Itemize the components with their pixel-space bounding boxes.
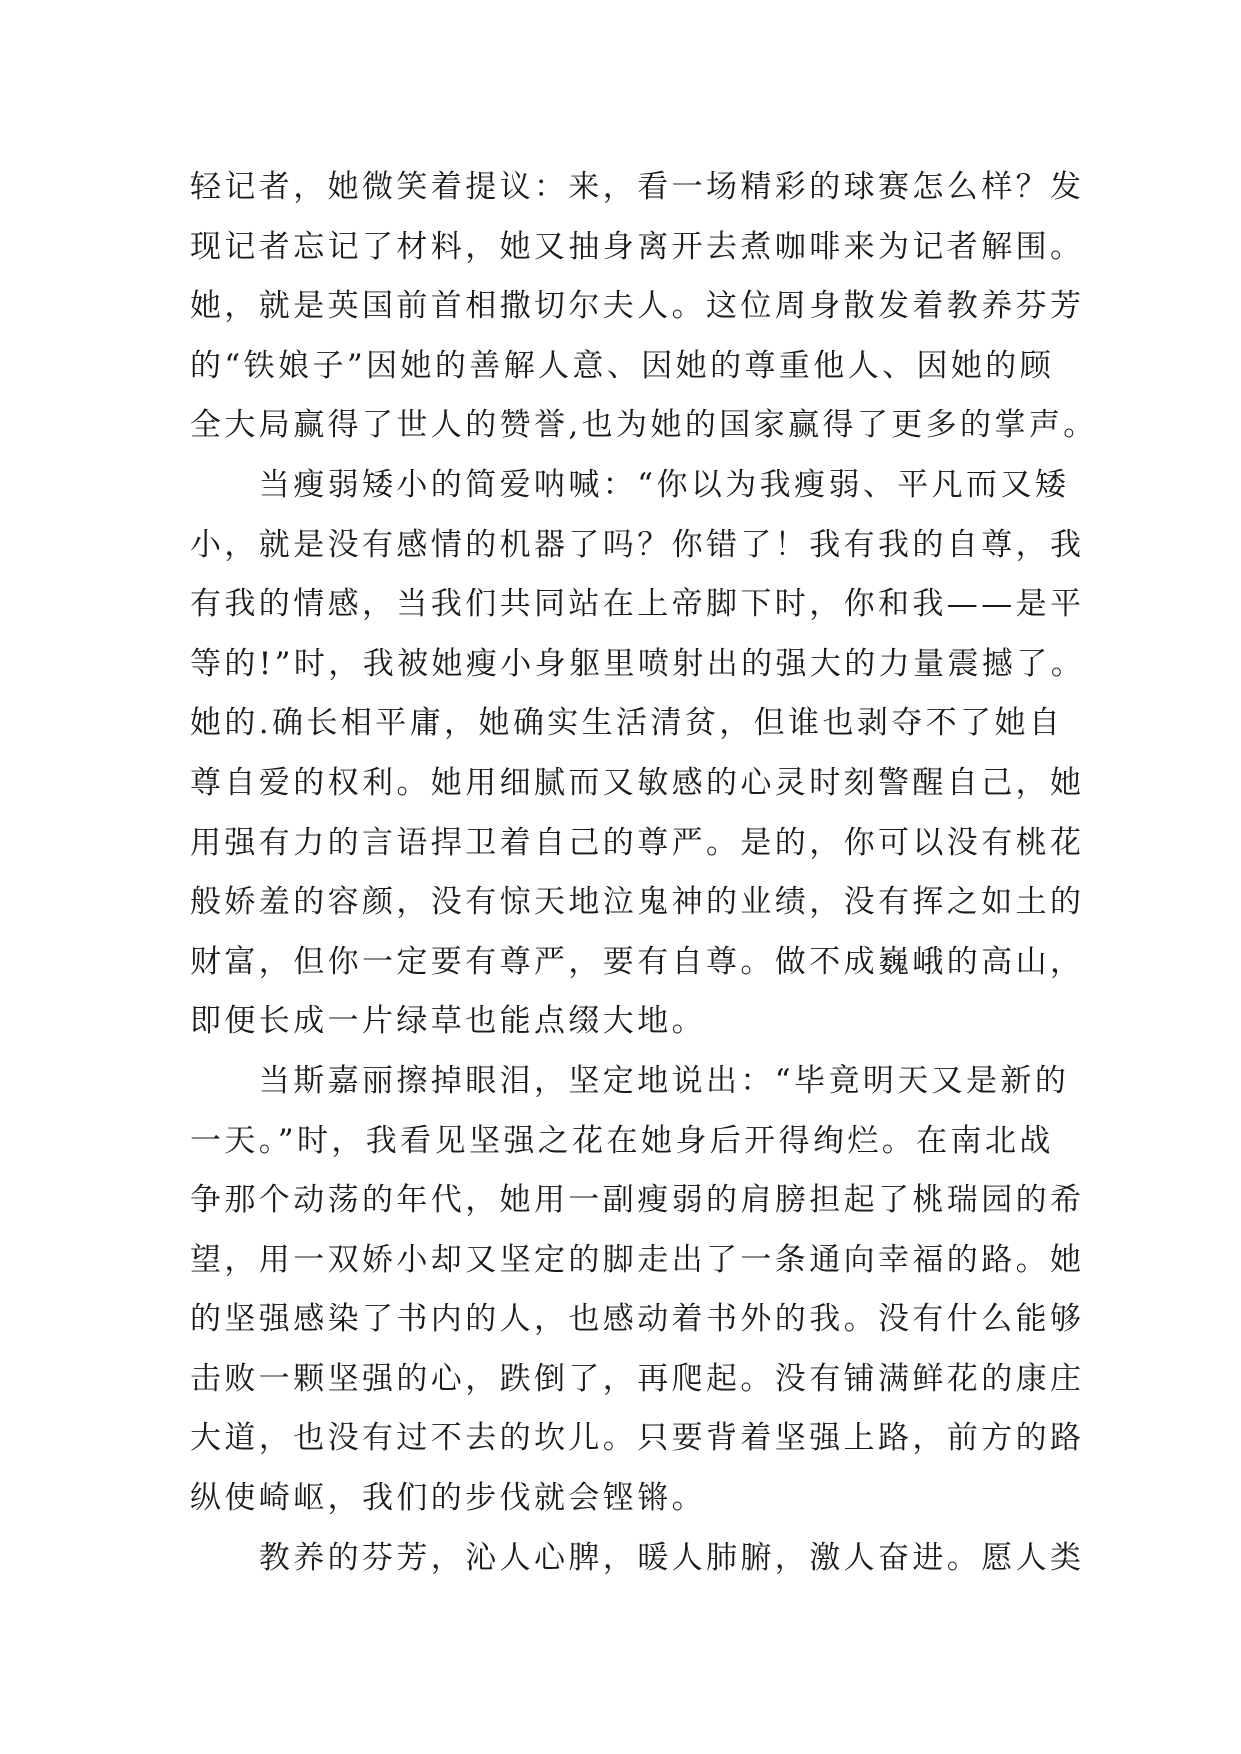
text-line: 全大局赢得了世人的赞誉,也为她的国家赢得了更多的掌声。 <box>190 407 1098 444</box>
text-line: 当斯嘉丽擦掉眼泪，坚定地说出：“毕竟明天又是新的 <box>190 1062 1070 1099</box>
text-line: 争那个动荡的年代，她用一副瘦弱的肩膀担起了桃瑞园的希 <box>190 1182 1085 1219</box>
text-line: 击败一颗坚强的心，跌倒了，再爬起。没有铺满鲜花的康庄 <box>190 1360 1085 1397</box>
text-line: 等的!”时，我被她瘦小身躯里喷射出的强大的力量震撼了。 <box>190 645 1086 682</box>
text-line: 财富，但你一定要有尊严，要有自尊。做不成巍峨的高山， <box>190 943 1085 980</box>
text-line: 轻记者，她微笑着提议：来，看一场精彩的球赛怎么样？发 <box>190 169 1085 205</box>
text-line: 一天。”时，我看见坚强之花在她身后开得绚烂。在南北战 <box>190 1122 1054 1159</box>
text-line: 她，就是英国前首相撒切尔夫人。这位周身散发着教养芬芳 <box>190 288 1085 325</box>
body-text <box>190 158 1098 1588</box>
text-line: 的坚强感染了书内的人，也感动着书外的我。没有什么能够 <box>190 1301 1085 1338</box>
text-line: 般娇羞的容颜，没有惊天地泣鬼神的业绩，没有挥之如土的 <box>190 884 1085 921</box>
text-line: 望，用一双娇小却又坚定的脚走出了一条通向幸福的路。她 <box>190 1241 1085 1278</box>
text-line: 小，就是没有感情的机器了吗？你错了！我有我的自尊，我 <box>190 526 1085 563</box>
text-line: 当瘦弱矮小的简爱呐喊：“你以为我瘦弱、平凡而又矮 <box>190 466 1070 503</box>
text-line: 的“铁娘子”因她的善解人意、因她的尊重他人、因她的顾 <box>190 347 1055 384</box>
text-line: 尊自爱的权利。她用细腻而又敏感的心灵时刻警醒自己，她 <box>190 764 1085 801</box>
text-line: 她的.确长相平庸，她确实生活清贫，但谁也剥夺不了她自 <box>190 705 1064 742</box>
text-line: 现记者忘记了材料，她又抽身离开去煮咖啡来为记者解围。 <box>190 228 1085 265</box>
text-line: 纵使崎岖，我们的步伐就会铿锵。 <box>190 1480 706 1517</box>
text-line: 即便长成一片绿草也能点缀大地。 <box>190 1003 706 1040</box>
text-line: 大道，也没有过不去的坎儿。只要背着坚强上路，前方的路 <box>190 1420 1085 1457</box>
text-line: 用强有力的言语捍卫着自己的尊严。是的，你可以没有桃花 <box>190 824 1085 861</box>
text-line: 教养的芬芳，沁人心脾，暖人肺腑，激人奋进。愿人类 <box>190 1539 1085 1576</box>
text-line: 有我的情感，当我们共同站在上帝脚下时，你和我——是平 <box>190 586 1085 623</box>
